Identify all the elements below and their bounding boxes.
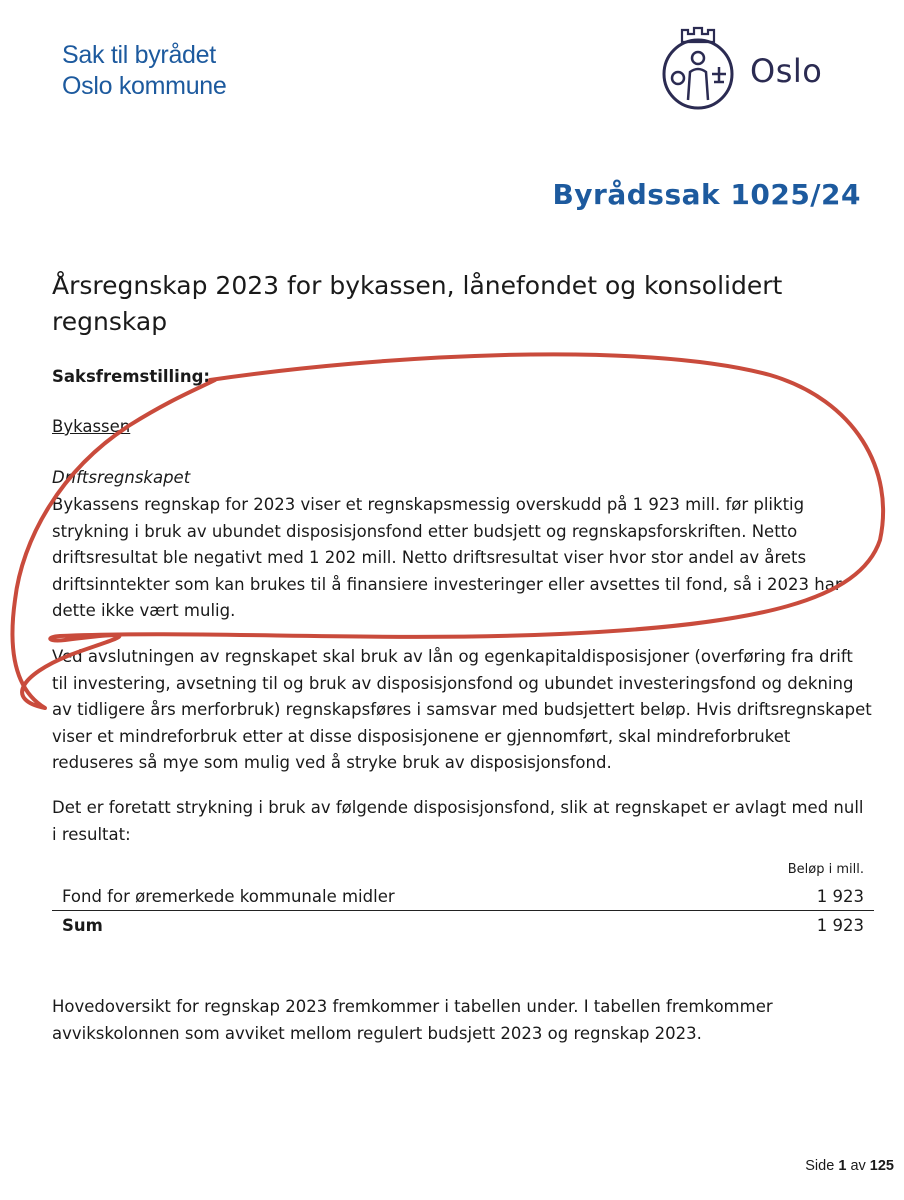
page-footer bbox=[805, 1158, 894, 1174]
footer-current-page: 1 bbox=[838, 1158, 847, 1174]
header-org-line2: Oslo kommune bbox=[62, 72, 227, 100]
drift-heading: Driftsregnskapet bbox=[52, 468, 191, 487]
paragraph-2: Ved avslutningen av regnskapet skal bruk av lån og egenkapitaldisposisjoner (overføring fra drift til investering, avsetning til og bruk av disposisjonsfond og ubundet investeringsfond og dekning av tidligere års merforbruk) regnskapsføres i samsvar med budsjettert beløp. Hvis driftsregnskapet viser et mindreforbruk etter at disse disposisjonene er gjennomført, skal mindreforbruket reduseres så mye som mulig ved å stryke bruk av disposisjonsfond. bbox=[52, 647, 872, 772]
fund-table bbox=[52, 862, 874, 941]
oslo-logo bbox=[660, 22, 840, 114]
paragraph-4: Hovedoversikt for regnskap 2023 fremkommer i tabellen under. I tabellen fremkommer avvikskolonnen som avviket mellom regulert budsjett 2023 og regnskap 2023. bbox=[52, 997, 773, 1043]
paragraph-3: Det er foretatt strykning i bruk av følgende disposisjonsfond, slik at regnskapet er avlagt med null i resultat: bbox=[52, 798, 864, 844]
footer-total-pages: 125 bbox=[869, 1158, 894, 1174]
table-sum-label: Sum bbox=[62, 916, 103, 935]
section-heading: Saksfremstilling: bbox=[52, 367, 210, 386]
subsection-heading: Bykassen bbox=[52, 417, 131, 436]
paragraph-1: Bykassens regnskap for 2023 viser et regnskapsmessig overskudd på 1 923 mill. før pliktig strykning i bruk av ubundet disposisjonsfond etter budsjett og regnskapsforskriften. Netto driftsresultat ble negativt med 1 202 mill. Netto driftsresultat viser hvor stor andel av årets driftsinntekter som kan brukes til å finansiere investeringer eller avsettes til fond, så i 2023 har dette ikke vært mulig. bbox=[52, 495, 842, 620]
table-sum-amount: 1 923 bbox=[816, 916, 864, 935]
table-unit-header: Beløp i mill. bbox=[787, 862, 864, 877]
oslo-logo-text: Oslo bbox=[750, 52, 823, 90]
table-sum-row bbox=[52, 911, 874, 941]
document-title: Årsregnskap 2023 for bykassen, lånefondet og konsolidert regnskap bbox=[52, 271, 783, 336]
table-row-label: Fond for øremerkede kommunale midler bbox=[62, 887, 395, 906]
header-org-line1: Sak til byrådet bbox=[62, 41, 216, 69]
case-number: Byrådssak 1025/24 bbox=[552, 178, 861, 211]
table-row-amount: 1 923 bbox=[816, 887, 864, 906]
oslo-seal-icon bbox=[660, 22, 740, 114]
table-row bbox=[52, 884, 874, 911]
footer-middle: av bbox=[850, 1158, 866, 1174]
footer-prefix: Side bbox=[805, 1158, 835, 1174]
header-organization bbox=[62, 40, 227, 102]
